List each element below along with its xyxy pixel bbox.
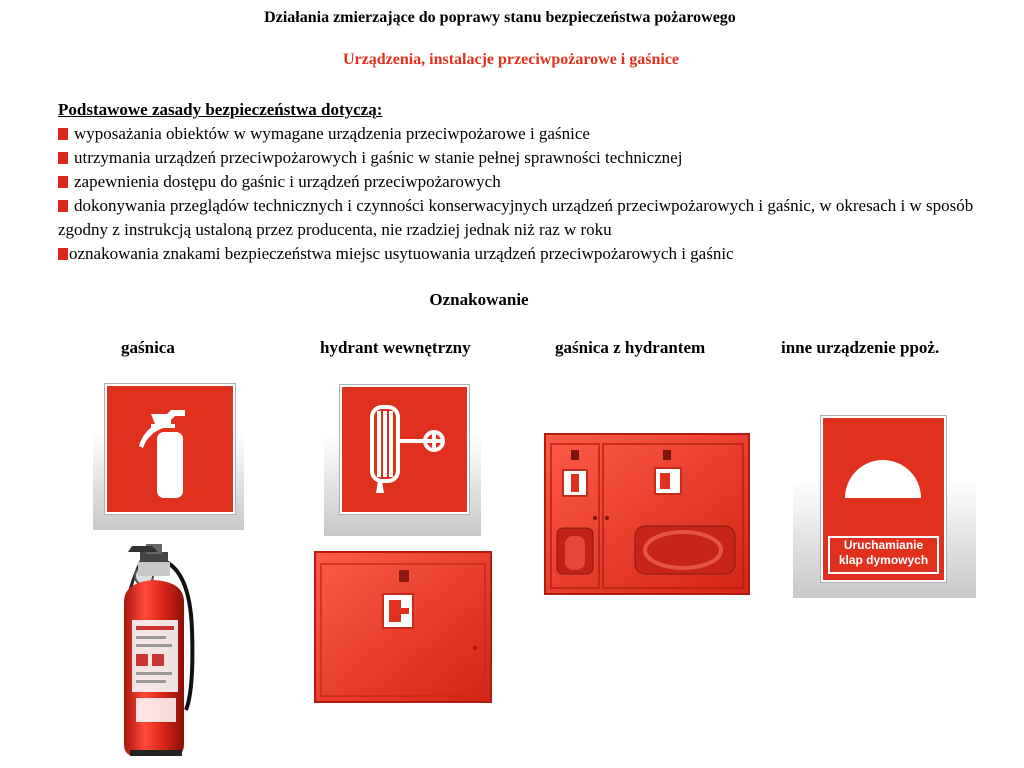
- principles-heading: Podstawowe zasady bezpieczeństwa dotyczą:: [58, 100, 383, 119]
- smoke-vent-label: klap dymowych: [838, 553, 929, 567]
- smoke-vent-icon: [823, 418, 944, 528]
- category-extinguisher-hydrant-label: gaśnica z hydrantem: [555, 338, 706, 357]
- square-bullet-icon: [58, 152, 68, 164]
- hydrant-sign: [324, 380, 481, 536]
- page-subtitle: Urządzenia, instalacje przeciwpożarowe i gaśnice: [342, 51, 680, 68]
- extinguisher-icon: [107, 386, 233, 512]
- marking-heading: Oznakowanie: [429, 290, 529, 309]
- page-title: Działania zmierzające do poprawy stanu bezpieczeństwa pożarowego: [264, 9, 736, 26]
- category-extinguisher-label: gaśnica: [121, 338, 175, 357]
- principles-section: [58, 98, 998, 266]
- principle-item: utrzymania urządzeń przeciwpożarowych i gaśnic w stanie pełnej sprawności technicznej: [58, 146, 998, 170]
- hydrant-cabinet-photo: [313, 550, 495, 706]
- principle-item: dokonywania przeglądów technicznych i czynności konserwacyjnych urządzeń przeciwpożarowych i gaśnic, w okresach i w sposób zgodny z instrukcją ustaloną przez producenta, nie rzadziej jednak niż raz w roku: [58, 196, 974, 239]
- square-bullet-icon: [58, 248, 68, 260]
- square-bullet-icon: [58, 200, 68, 212]
- square-bullet-icon: [58, 128, 68, 140]
- hose-reel-icon: [342, 387, 467, 512]
- smoke-vent-label: Uruchamianie: [843, 538, 924, 552]
- square-bullet-icon: [58, 176, 68, 188]
- extinguisher-sign: [93, 380, 244, 530]
- category-other-device-label: inne urządzenie ppoż.: [781, 338, 940, 357]
- principle-item: zapewnienia dostępu do gaśnic i urządzeń przeciwpożarowych: [58, 170, 998, 194]
- extinguisher-hydrant-cabinet-photo: [543, 432, 751, 597]
- smoke-vent-sign: [793, 414, 976, 598]
- category-hydrant-label: hydrant wewnętrzny: [320, 338, 471, 357]
- principle-item: oznakowania znakami bezpieczeństwa miejsc usytuowania urządzeń przeciwpożarowych i gaśnic: [58, 242, 998, 266]
- principle-item: wyposażania obiektów w wymagane urządzenia przeciwpożarowe i gaśnice: [58, 122, 998, 146]
- fire-extinguisher-photo: [110, 540, 205, 762]
